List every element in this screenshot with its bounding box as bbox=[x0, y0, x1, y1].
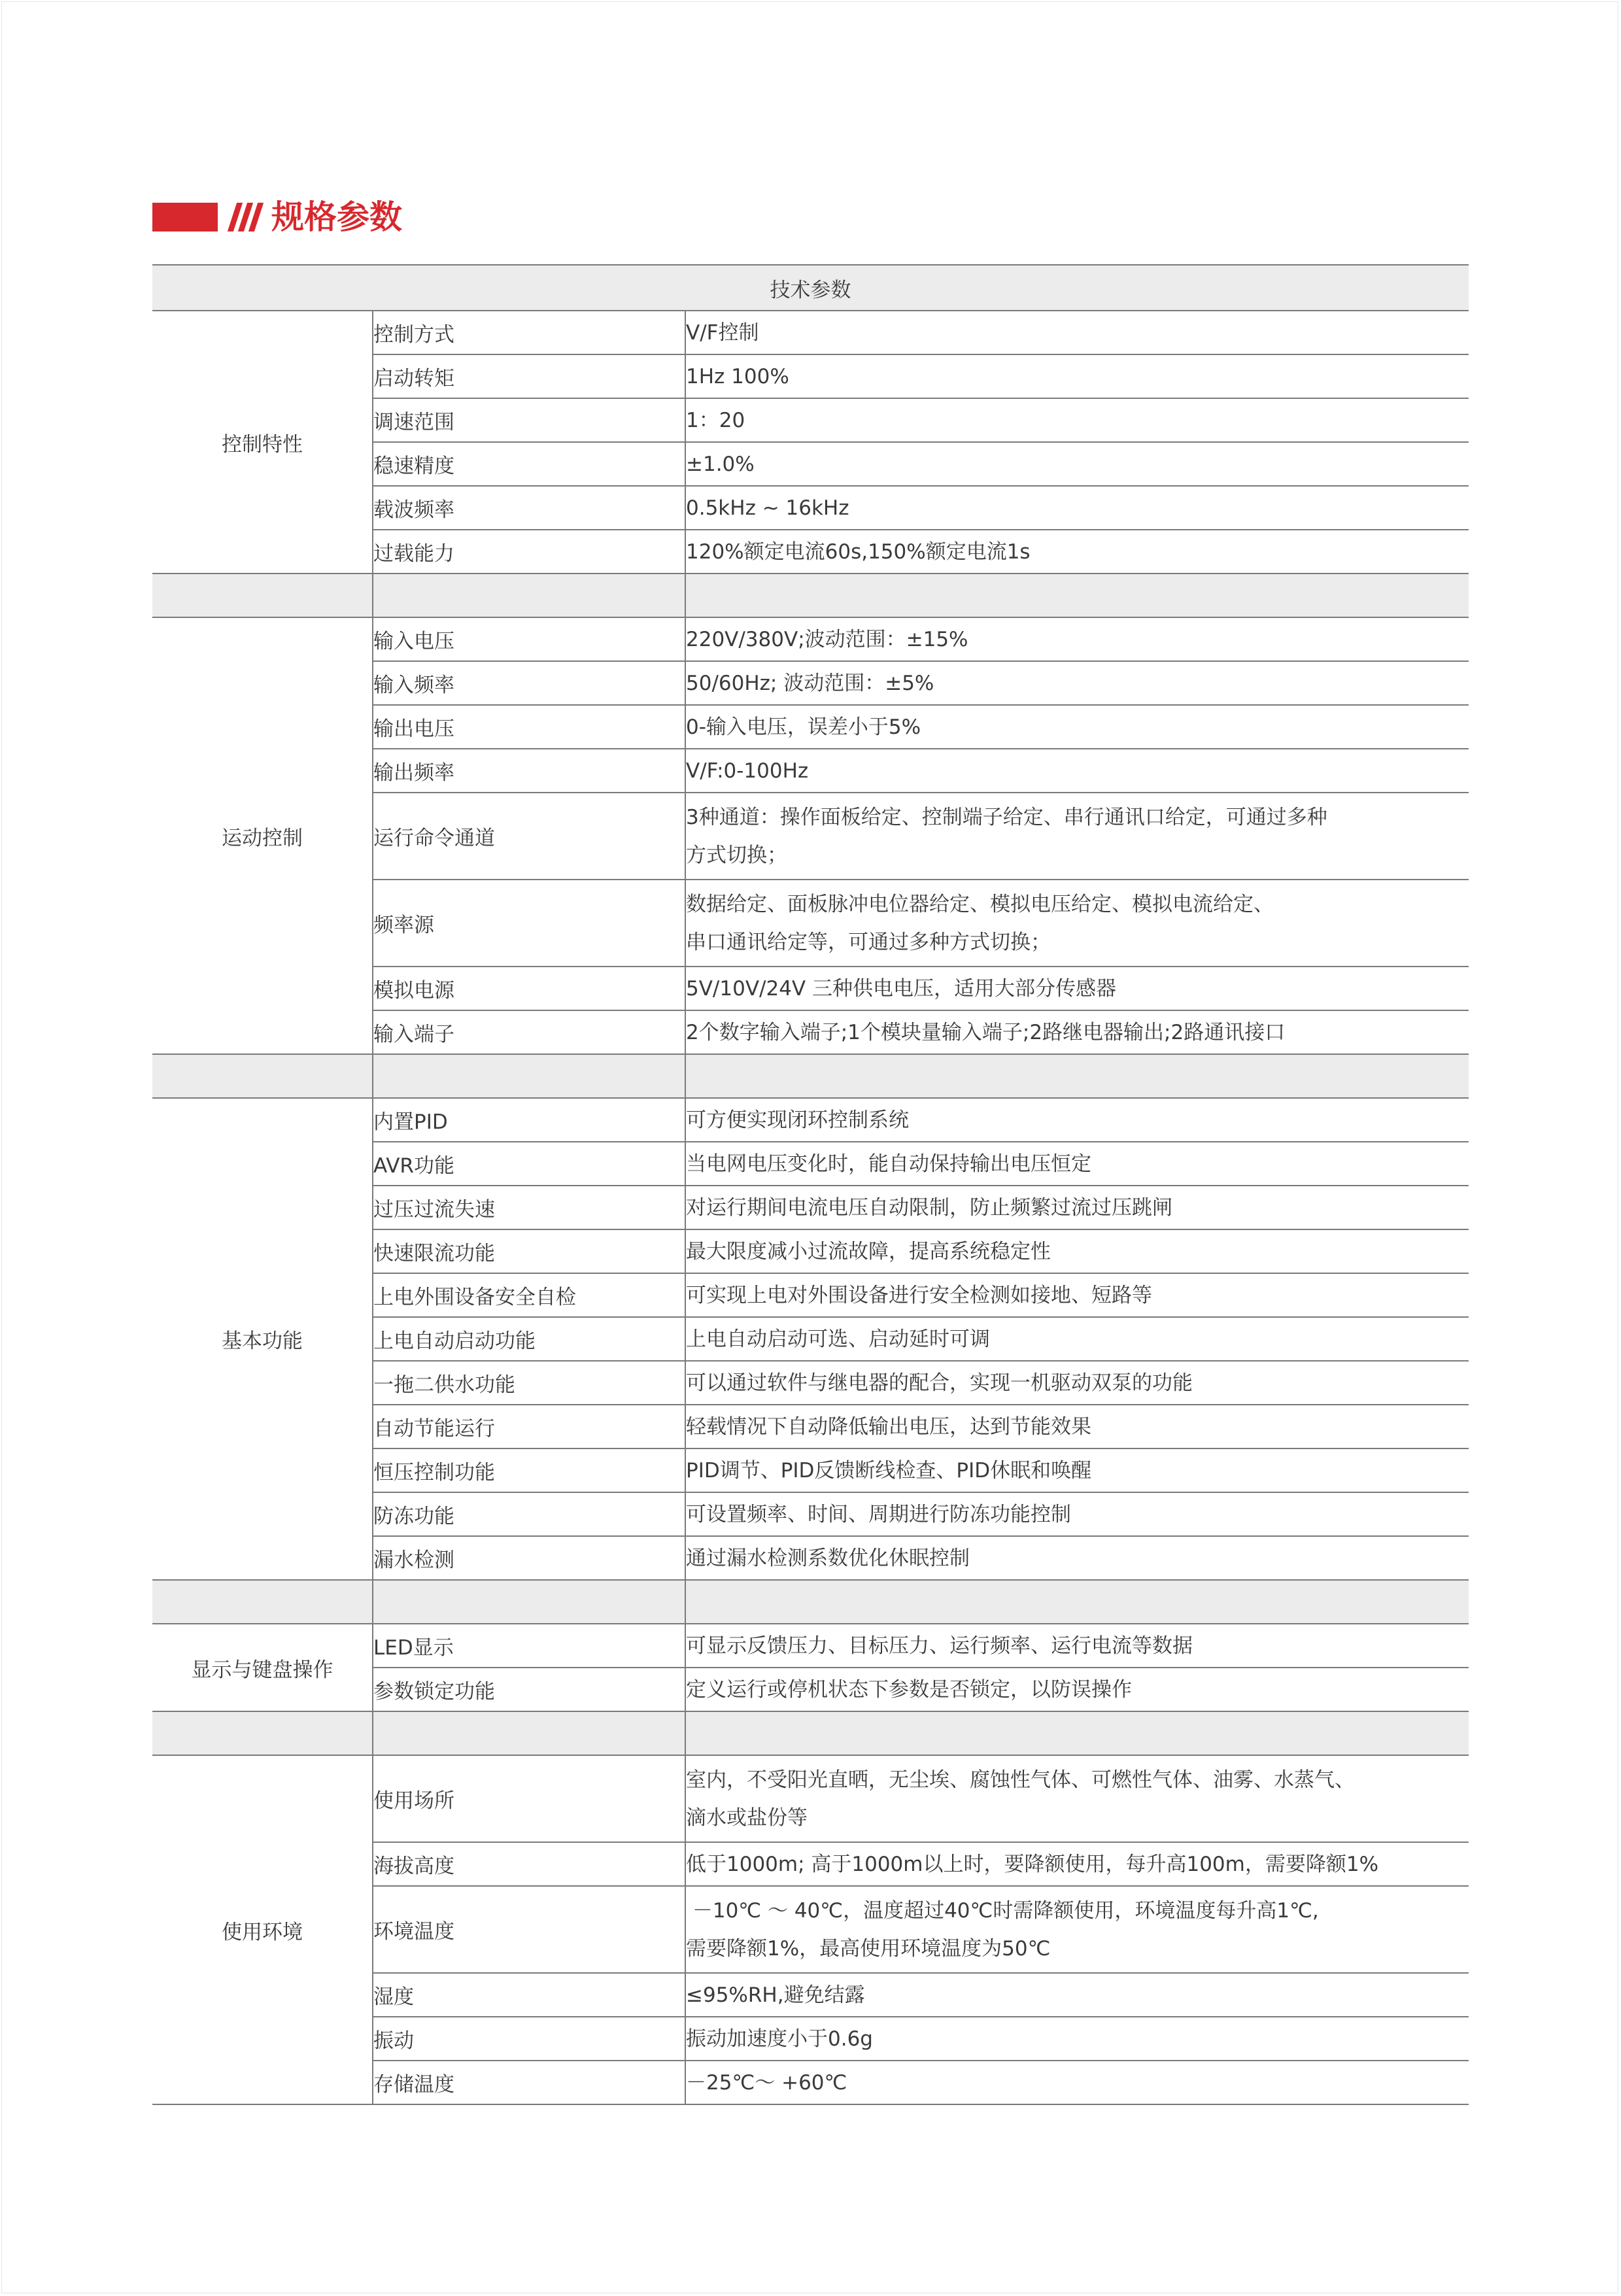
spec-item-name: 漏水检测 bbox=[373, 1536, 685, 1580]
spec-value-line: 方式切换； bbox=[686, 843, 787, 867]
category-label: 控制特性 bbox=[152, 311, 373, 574]
spec-item-name: 湿度 bbox=[373, 1973, 685, 2017]
spec-row bbox=[152, 1098, 1469, 1142]
spec-item-name: 过载能力 bbox=[373, 530, 685, 574]
spec-item-value: 220V/380V;波动范围：±15% bbox=[685, 617, 1469, 661]
separator-cell bbox=[685, 1711, 1469, 1755]
spec-item-value bbox=[685, 793, 1469, 880]
spec-value-line: 串口通讯给定等，可通过多种方式切换； bbox=[686, 930, 1051, 954]
spec-item-name: 上电自动启动功能 bbox=[373, 1317, 685, 1361]
heading-accent-bar bbox=[152, 203, 218, 231]
spec-row bbox=[152, 1755, 1469, 1842]
spec-item-value: －25℃～ +60℃ bbox=[685, 2061, 1469, 2104]
spec-item-value: 振动加速度小于0.6g bbox=[685, 2017, 1469, 2061]
group-separator-row bbox=[152, 574, 1469, 617]
separator-cell bbox=[373, 574, 685, 617]
spec-item-value: 最大限度减小过流故障，提高系统稳定性 bbox=[685, 1229, 1469, 1273]
spec-item-name: 防冻功能 bbox=[373, 1492, 685, 1536]
spec-item-value: 可实现上电对外围设备进行安全检测如接地、短路等 bbox=[685, 1273, 1469, 1317]
spec-item-value: 1Hz 100% bbox=[685, 354, 1469, 398]
separator-cell bbox=[685, 1580, 1469, 1624]
spec-item-name: 自动节能运行 bbox=[373, 1405, 685, 1448]
spec-item-value: 可以通过软件与继电器的配合，实现一机驱动双泵的功能 bbox=[685, 1361, 1469, 1405]
spec-item-name: 恒压控制功能 bbox=[373, 1448, 685, 1492]
spec-item-value: 低于1000m; 高于1000m以上时，要降额使用，每升高100m，需要降额1% bbox=[685, 1842, 1469, 1886]
spec-item-value: ±1.0% bbox=[685, 442, 1469, 486]
separator-cell bbox=[685, 574, 1469, 617]
spec-item-name: 稳速精度 bbox=[373, 442, 685, 486]
section-title: 规格参数 bbox=[271, 198, 402, 236]
spec-item-name: 振动 bbox=[373, 2017, 685, 2061]
spec-item-name: 输出电压 bbox=[373, 705, 685, 749]
spec-item-value: 当电网电压变化时，能自动保持输出电压恒定 bbox=[685, 1142, 1469, 1186]
spec-value-line: 室内，不受阳光直晒，无尘埃、腐蚀性气体、可燃性气体、油雾、水蒸气、 bbox=[686, 1768, 1355, 1792]
category-label: 使用环境 bbox=[152, 1755, 373, 2104]
spec-item-name: 一拖二供水功能 bbox=[373, 1361, 685, 1405]
spec-item-name: 调速范围 bbox=[373, 398, 685, 442]
spec-item-value bbox=[685, 1886, 1469, 1973]
spec-item-name: AVR功能 bbox=[373, 1142, 685, 1186]
spec-item-value: 上电自动启动可选、启动延时可调 bbox=[685, 1317, 1469, 1361]
spec-item-name: 海拔高度 bbox=[373, 1842, 685, 1886]
table-header-row bbox=[152, 265, 1469, 311]
spec-item-value: 0-输入电压，误差小于5% bbox=[685, 705, 1469, 749]
spec-item-value: 5V/10V/24V 三种供电电压，适用大部分传感器 bbox=[685, 967, 1469, 1010]
spec-item-value: 定义运行或停机状态下参数是否锁定，以防误操作 bbox=[685, 1668, 1469, 1711]
spec-item-name: 频率源 bbox=[373, 880, 685, 967]
group-separator-row bbox=[152, 1580, 1469, 1624]
spec-value-line: 滴水或盐份等 bbox=[686, 1806, 808, 1830]
spec-item-value: PID调节、PID反馈断线检查、PID休眠和唤醒 bbox=[685, 1448, 1469, 1492]
spec-item-name: 快速限流功能 bbox=[373, 1229, 685, 1273]
spec-item-name: 启动转矩 bbox=[373, 354, 685, 398]
separator-cell bbox=[152, 1054, 373, 1098]
spec-item-value: 可显示反馈压力、目标压力、运行频率、运行电流等数据 bbox=[685, 1624, 1469, 1668]
spec-item-name: 载波频率 bbox=[373, 486, 685, 530]
spec-item-name: 存储温度 bbox=[373, 2061, 685, 2104]
spec-item-value: 可方便实现闭环控制系统 bbox=[685, 1098, 1469, 1142]
category-label: 运动控制 bbox=[152, 617, 373, 1054]
spec-item-value bbox=[685, 1755, 1469, 1842]
separator-cell bbox=[152, 1711, 373, 1755]
spec-item-value: 50/60Hz; 波动范围：±5% bbox=[685, 661, 1469, 705]
spec-row bbox=[152, 1624, 1469, 1668]
spec-item-name: 过压过流失速 bbox=[373, 1186, 685, 1229]
spec-item-name: 输入电压 bbox=[373, 617, 685, 661]
spec-value-line: 数据给定、面板脉冲电位器给定、模拟电压给定、模拟电流给定、 bbox=[686, 892, 1274, 916]
separator-cell bbox=[373, 1054, 685, 1098]
group-separator-row bbox=[152, 1054, 1469, 1098]
spec-item-value: 轻载情况下自动降低输出电压，达到节能效果 bbox=[685, 1405, 1469, 1448]
spec-item-name: 模拟电源 bbox=[373, 967, 685, 1010]
category-label: 显示与键盘操作 bbox=[152, 1624, 373, 1711]
spec-item-name: 输入端子 bbox=[373, 1010, 685, 1054]
spec-item-value: V/F:0-100Hz bbox=[685, 749, 1469, 793]
spec-item-name: 输入频率 bbox=[373, 661, 685, 705]
separator-cell bbox=[685, 1054, 1469, 1098]
spec-row bbox=[152, 617, 1469, 661]
spec-item-name: 输出频率 bbox=[373, 749, 685, 793]
spec-item-value: 可设置频率、时间、周期进行防冻功能控制 bbox=[685, 1492, 1469, 1536]
spec-item-name: 上电外围设备安全自检 bbox=[373, 1273, 685, 1317]
spec-item-value: 对运行期间电流电压自动限制，防止频繁过流过压跳闸 bbox=[685, 1186, 1469, 1229]
spec-item-value: ≤95%RH,避免结露 bbox=[685, 1973, 1469, 2017]
spec-item-value: 2个数字输入端子;1个模块量输入端子;2路继电器输出;2路通讯接口 bbox=[685, 1010, 1469, 1054]
spec-item-name: 环境温度 bbox=[373, 1886, 685, 1973]
spec-value-line: －10℃ ～ 40℃，温度超过40℃时需降额使用，环境温度每升高1℃, bbox=[686, 1898, 1319, 1923]
spec-item-value: 1：20 bbox=[685, 398, 1469, 442]
table-header: 技术参数 bbox=[152, 265, 1469, 311]
category-label: 基本功能 bbox=[152, 1098, 373, 1580]
separator-cell bbox=[152, 574, 373, 617]
spec-item-name: 运行命令通道 bbox=[373, 793, 685, 880]
group-separator-row bbox=[152, 1711, 1469, 1755]
spec-table-body bbox=[152, 265, 1469, 2104]
spec-row bbox=[152, 311, 1469, 354]
spec-item-name: LED显示 bbox=[373, 1624, 685, 1668]
spec-value-line: 3种通道：操作面板给定、控制端子给定、串行通讯口给定，可通过多种 bbox=[686, 805, 1327, 829]
spec-item-name: 内置PID bbox=[373, 1098, 685, 1142]
spec-item-value bbox=[685, 880, 1469, 967]
spec-table bbox=[152, 264, 1469, 2105]
separator-cell bbox=[152, 1580, 373, 1624]
spec-item-name: 控制方式 bbox=[373, 311, 685, 354]
spec-item-value: V/F控制 bbox=[685, 311, 1469, 354]
spec-item-value: 通过漏水检测系数优化休眠控制 bbox=[685, 1536, 1469, 1580]
spec-item-name: 使用场所 bbox=[373, 1755, 685, 1842]
separator-cell bbox=[373, 1580, 685, 1624]
separator-cell bbox=[373, 1711, 685, 1755]
spec-item-value: 120%额定电流60s,150%额定电流1s bbox=[685, 530, 1469, 574]
spec-item-value: 0.5kHz ~ 16kHz bbox=[685, 486, 1469, 530]
spec-item-name: 参数锁定功能 bbox=[373, 1668, 685, 1711]
spec-value-line: 需要降额1%，最高使用环境温度为50℃ bbox=[686, 1936, 1051, 1961]
